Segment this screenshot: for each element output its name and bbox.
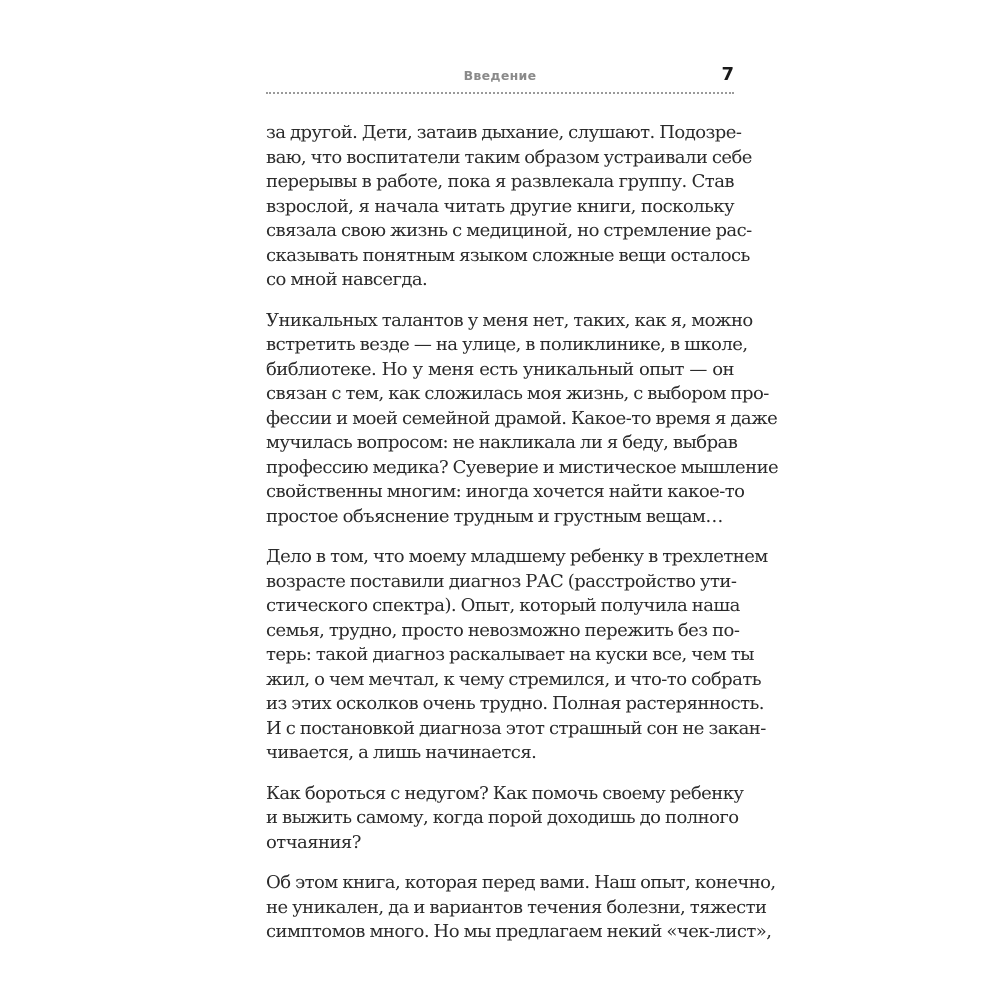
paragraph-3	[266, 545, 768, 766]
text-line: связан с тем, как сложилась моя жизнь, с выбором про-	[266, 383, 769, 404]
text-line: фессии и моей семейной драмой. Какое-то время я даже	[266, 407, 778, 429]
text-line: чивается, а лишь начинается.	[266, 742, 537, 763]
text-line: Дело в том, что моему младшему ребенку в трехлетнем	[266, 546, 768, 567]
text-line: Уникальных талантов у меня нет, таких, как я, можно	[266, 309, 753, 331]
text-line: со мной навсегда.	[266, 269, 428, 290]
text-line: связала свою жизнь с медициной, но стремление рас-	[266, 220, 752, 241]
text-line: профессию медика? Суеверие и мистическое мышление	[266, 456, 779, 478]
text-line: симптомов много. Но мы предлагаем некий «чек-лист»,	[266, 921, 772, 942]
text-line: Как бороться с недугом? Как помочь своему ребенку	[266, 782, 744, 804]
header-dotted-rule	[266, 92, 734, 94]
text-line: перерывы в работе, пока я развлекала группу. Став	[266, 171, 734, 192]
text-line: сказывать понятным языком сложные вещи осталось	[266, 244, 750, 266]
section-title: Введение	[463, 68, 537, 83]
text-line: и выжить самому, когда порой доходишь до полного	[266, 807, 739, 828]
text-line: взрослой, я начала читать другие книги, поскольку	[266, 195, 734, 217]
text-line: встретить везде — на улице, в поликлинике, в школе,	[266, 334, 748, 355]
text-line: не уникален, да и вариантов течения болезни, тяжести	[266, 896, 767, 918]
text-line: терь: такой диагноз раскалывает на куски все, чем ты	[266, 644, 754, 665]
text-line: за другой. Дети, затаив дыхание, слушают. Подозре-	[266, 122, 742, 143]
paragraph-1	[266, 121, 752, 293]
text-line: Об этом книга, которая перед вами. Наш опыт, конечно,	[266, 872, 776, 893]
text-line: И с постановкой диагноза этот страшный сон не закан-	[266, 717, 766, 739]
text-line: жил, о чем мечтал, к чему стремился, и что-то собрать	[266, 668, 761, 690]
page-number: 7	[721, 64, 734, 85]
text-line: семья, трудно, просто невозможно пережить без по-	[266, 619, 740, 641]
text-line: библиотеке. Но у меня есть уникальный опыт — он	[266, 358, 734, 380]
text-line: из этих осколков очень трудно. Полная растерянность.	[266, 693, 764, 714]
text-line: простое объяснение трудным и грустным вещам…	[266, 505, 723, 527]
text-line: мучилась вопросом: не накликала ли я беду, выбрав	[266, 432, 738, 453]
text-line: свойственны многим: иногда хочется найти какое-то	[266, 481, 745, 502]
text-line: отчаяния?	[266, 831, 361, 853]
text-line: возрасте поставили диагноз РАС (расстройство ути-	[266, 570, 737, 592]
paragraph-4	[266, 782, 744, 856]
running-header	[266, 66, 734, 90]
text-line: стического спектра). Опыт, который получила наша	[266, 595, 740, 616]
body-text	[266, 121, 779, 961]
paragraph-2	[266, 309, 779, 530]
paragraph-5	[266, 871, 776, 945]
text-line: ваю, что воспитатели таким образом устраивали себе	[266, 146, 752, 168]
